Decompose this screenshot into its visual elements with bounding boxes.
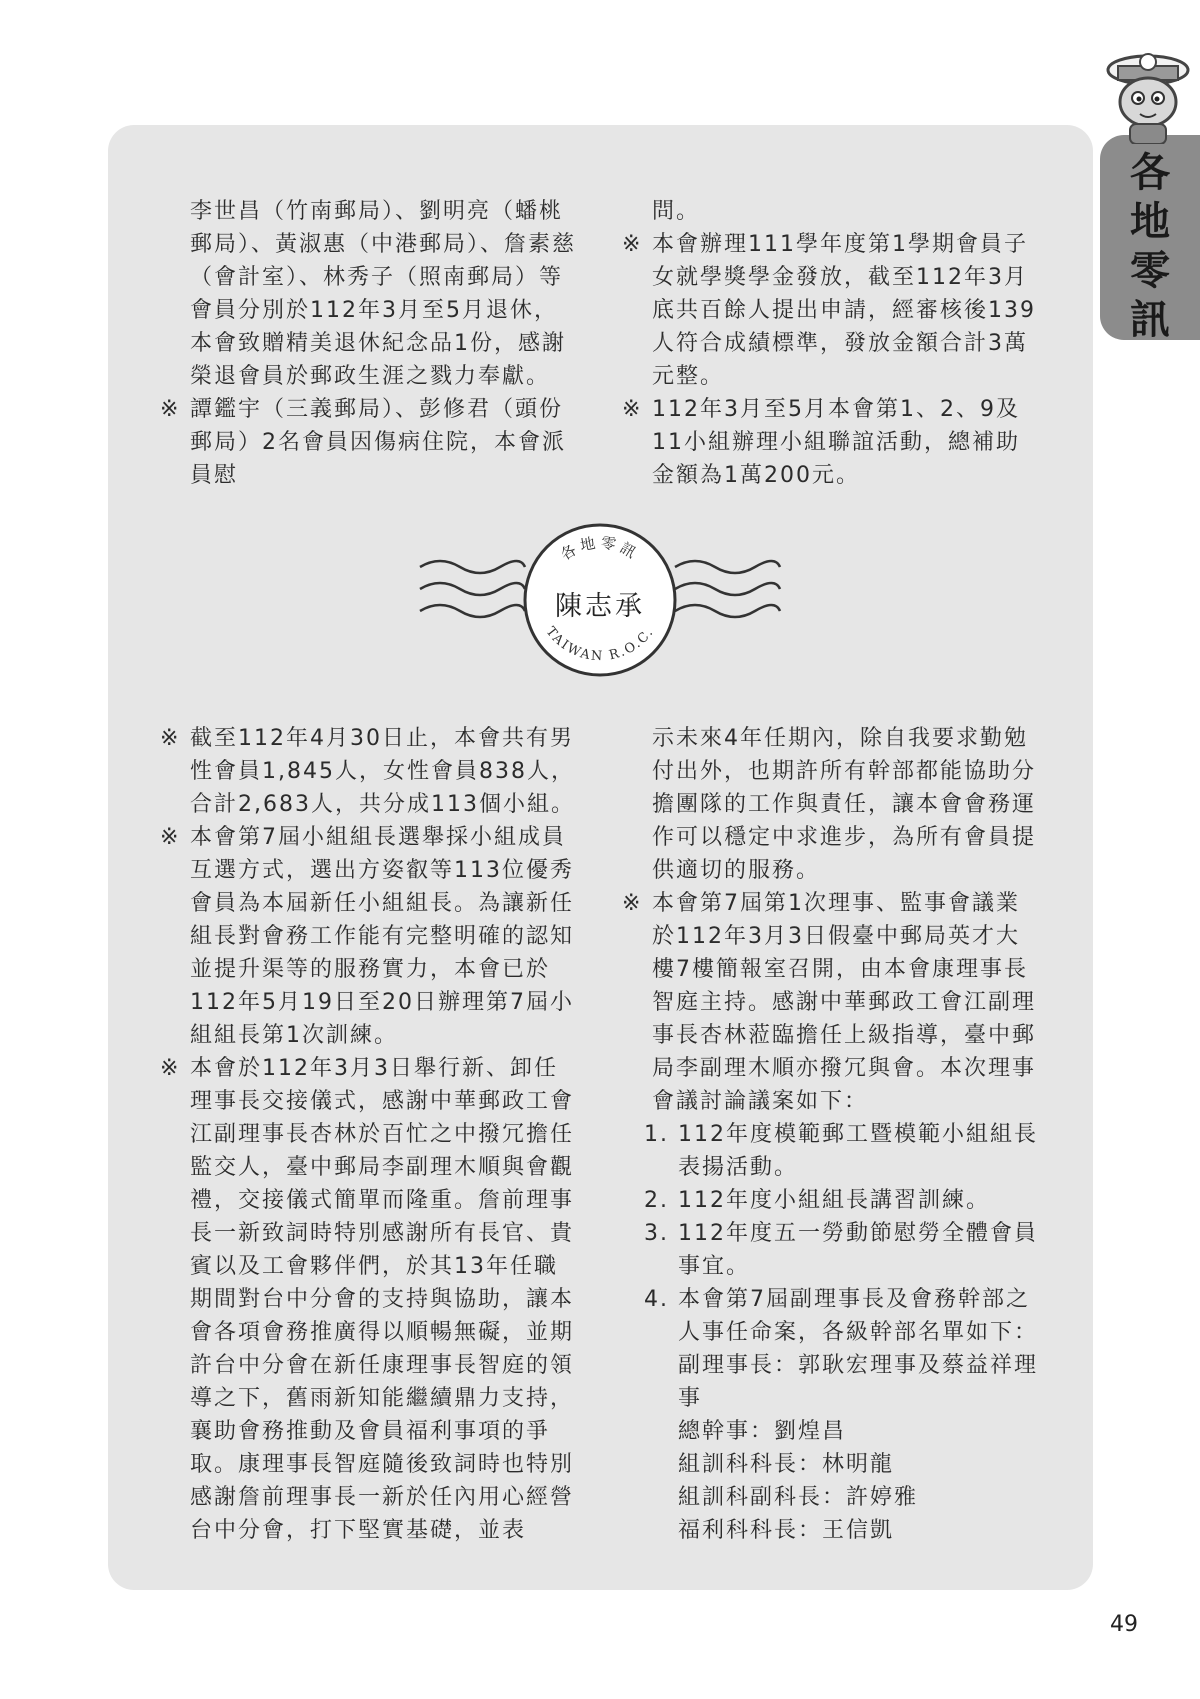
agenda-item: 4. 本會第7屆副理事長及會務幹部之人事任命案，各級幹部名單如下： [644, 1287, 1039, 1345]
mascot-icon [1096, 40, 1200, 144]
bullet-item: ※ 譚鑑宇（三義郵局）、彭修君（頭份郵局）2名會員因傷病住院，本會派員慰 [160, 393, 580, 492]
postmark-name: 陳志承 [555, 591, 645, 622]
bullet-item: ※ 112年3月至5月本會第1、2、9及11小組辦理小組聯誼活動，總補助金額為1萬200元。 [622, 393, 1042, 492]
bullet-item: ※ 本會辦理111學年度第1學期會員子女就學獎學金發放，截至112年3月底共百餘人提出申請，經審核後139人符合成績標準，發放金額合計3萬元整。 [622, 228, 1042, 393]
role-line: 福利科科長：王信凱 [678, 1518, 895, 1543]
role-line: 組訓科副科長：許婷雅 [678, 1485, 919, 1510]
bullet-item: ※ 本會第7屆第1次理事、監事會議業於112年3月3日假臺中郵局英才大樓7樓簡報室召開，由本會康理事長智庭主持。感謝中華郵政工會江副理事長杏林蒞臨擔任上級指導，臺中郵局李副理木順亦撥冗與會。本次理事會議討論議案如下： [622, 887, 1042, 1118]
reference-mark-icon: ※ [622, 397, 643, 422]
top-left-column [160, 195, 580, 492]
bullet-item: ※ 本會第7屆小組組長選舉採小組成員互選方式，選出方姿叡等113位優秀會員為本屆新任小組組長。為讓新任組長對會務工作能有完整明確的認知並提升渠等的服務實力，本會已於112年5月19日至20日辦理第7屆小組組長第1次訓練。 [160, 821, 580, 1052]
role-line: 總幹事：劉煌昌 [678, 1419, 847, 1444]
agenda-item: 3. 112年度五一勞動節慰勞全體會員事宜。 [644, 1221, 1038, 1279]
page-number: 49 [1110, 1612, 1138, 1637]
top-right-column [622, 195, 1042, 492]
bullet-item: ※ 本會於112年3月3日舉行新、卸任理事長交接儀式，感謝中華郵政工會江副理事長杏林於百忙之中撥冗擔任監交人，臺中郵局李副理木順與會觀禮，交接儀式簡單而隆重。詹前理事長一新致詞時特別感謝所有長官、貴賓以及工會夥伴們，於其13年任職期間對台中分會的支持與協助，讓本會各項會務推廣得以順暢無礙，並期許台中分會在新任康理事長智庭的領導之下，舊雨新知能繼續鼎力支持，襄助會務推動及會員福利事項的爭取。康理事長智庭隨後致詞時也特別感謝詹前理事長一新於任內用心經營台中分會，打下堅實基礎，並表 [160, 1052, 580, 1547]
postmark-stamp [410, 515, 790, 685]
text-paragraph: 問。 [652, 199, 701, 224]
role-line: 組訓科科長：林明龍 [678, 1452, 895, 1477]
agenda-item: 1. 112年度模範郵工暨模範小組組長表揚活動。 [644, 1122, 1038, 1180]
text-paragraph: 李世昌（竹南郵局）、劉明亮（蟠桃郵局）、黃淑惠（中港郵局）、詹素慈（會計室）、林秀子（照南郵局）等會員分別於112年3月至5月退休，本會致贈精美退休紀念品1份，感謝榮退會員於郵政生涯之戮力奉獻。 [190, 199, 577, 389]
reference-mark-icon: ※ [160, 825, 181, 850]
bottom-left-column [160, 722, 580, 1547]
reference-mark-icon: ※ [160, 726, 181, 751]
reference-mark-icon: ※ [622, 891, 643, 916]
role-line: 副理事長：郭耿宏理事及蔡益祥理事 [678, 1353, 1039, 1411]
bottom-right-column [622, 722, 1042, 1547]
reference-mark-icon: ※ [622, 232, 643, 257]
reference-mark-icon: ※ [160, 397, 181, 422]
agenda-item: 2. 112年度小組組長講習訓練。 [644, 1188, 990, 1213]
reference-mark-icon: ※ [160, 1056, 181, 1081]
postmark-arc-bottom: TAIWAN R.O.C. [542, 624, 658, 665]
bullet-item: ※ 截至112年4月30日止，本會共有男性會員1,845人，女性會員838人，合計2,683人，共分成113個小組。 [160, 722, 580, 821]
text-paragraph: 示未來4年任期內，除自我要求勤勉付出外，也期許所有幹部都能協助分擔團隊的工作與責任，讓本會會務運作可以穩定中求進步，為所有會員提供適切的服務。 [652, 726, 1037, 883]
section-title: 各地零訊 [1130, 149, 1170, 343]
postmark-arc-top: 各地零訊 [557, 533, 643, 565]
